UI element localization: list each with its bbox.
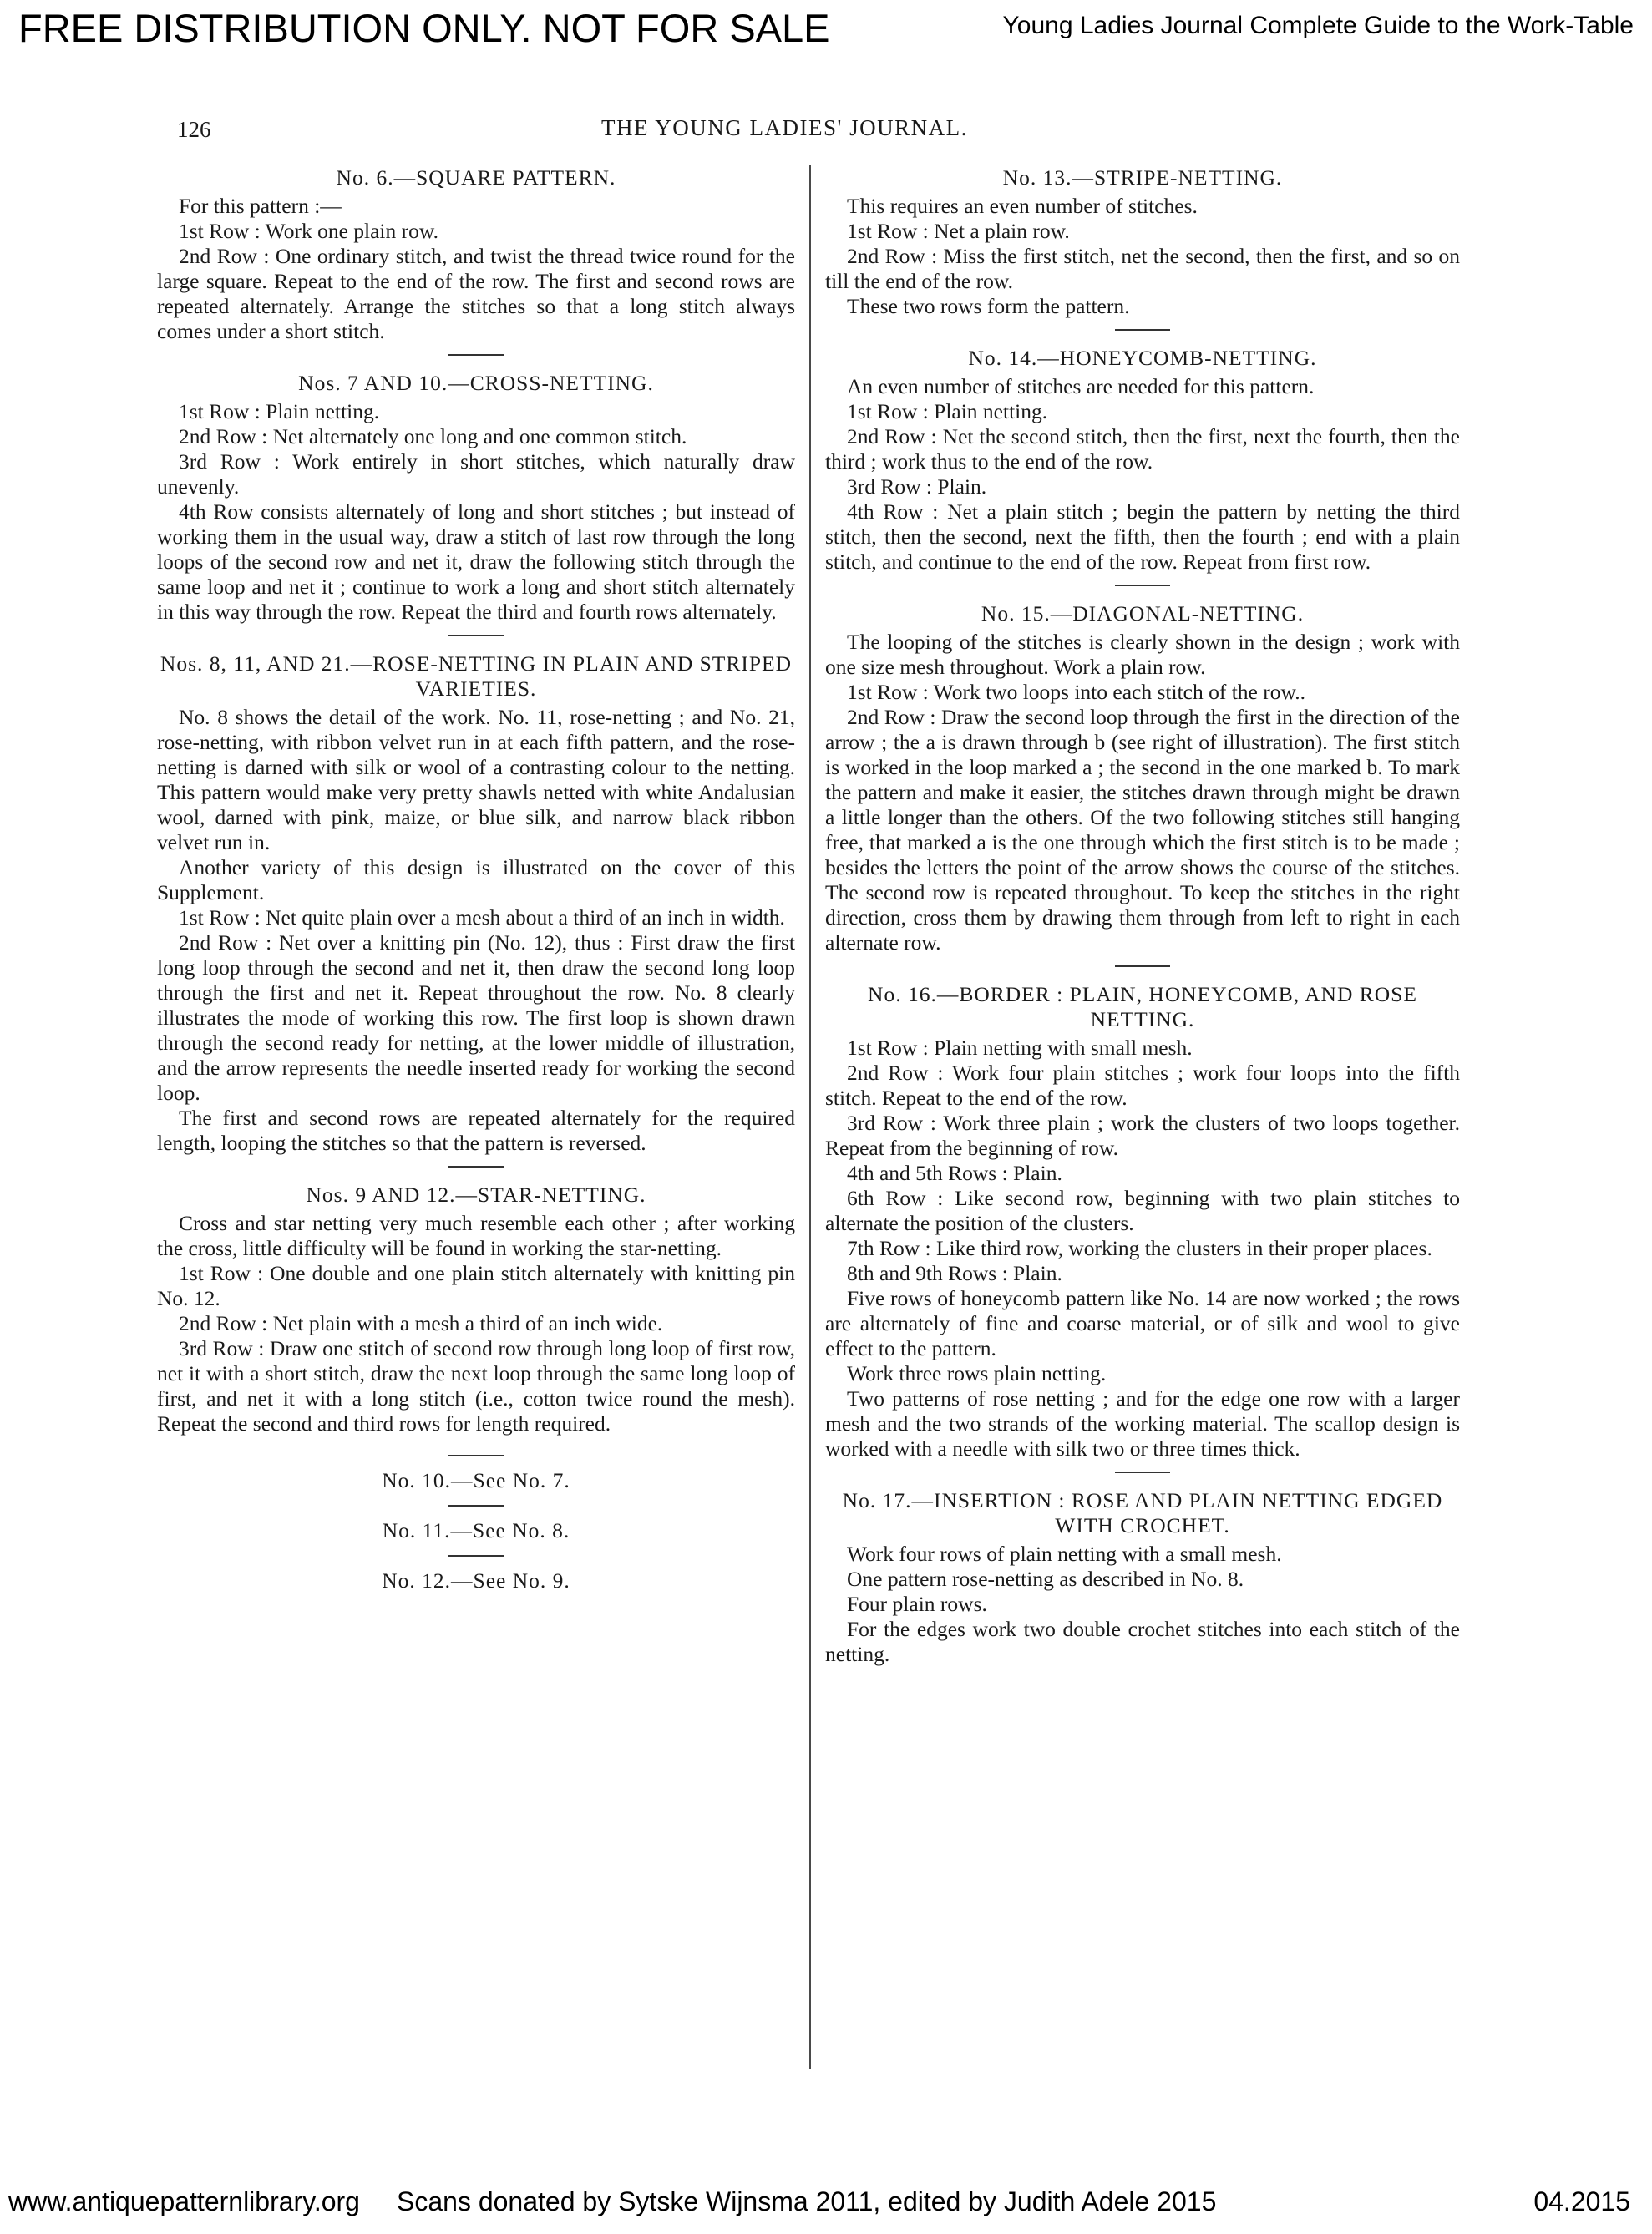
paragraph: 1st Row : Plain netting. (179, 399, 380, 423)
section-diagonal-netting (825, 601, 1460, 955)
paragraph: 1st Row : Work one plain row. (179, 219, 439, 243)
section-heading: No. 14.—HONEYCOMB-NETTING. (968, 346, 1317, 370)
paragraph: No. 8 shows the detail of the work. No. 11, rose-netting ; and No. 21, rose-netting, with ribbon velvet run in at each fifth pattern, and the rose-netting is darned with silk or wool of a contrasting colour to the netting. This pattern would make very pretty shawls netted with white Andalusian wool, darned with pink, maize, or blue silk, and narrow black ribbon velvet run in. (157, 705, 795, 854)
section-border (825, 982, 1460, 1461)
section-rose-netting (157, 651, 795, 1156)
section-rule (448, 1455, 504, 1456)
paragraph: 1st Row : Net quite plain over a mesh about a third of an inch in width. (179, 905, 785, 930)
paragraph: 2nd Row : Net alternately one long and one common stitch. (179, 424, 687, 448)
column-divider (809, 165, 811, 2069)
section-heading: No. 13.—STRIPE-NETTING. (1002, 165, 1283, 190)
paragraph: These two rows form the pattern. (847, 294, 1130, 318)
section-rule (448, 354, 504, 356)
see-reference: No. 11.—See No. 8. (382, 1518, 570, 1543)
section-rule (448, 1166, 504, 1168)
paragraph: The looping of the stitches is clearly shown in the design ; work with one size mesh throughout. Work a plain row. (825, 630, 1460, 679)
paragraph: 2nd Row : Net plain with a mesh a third of an inch wide. (179, 1311, 663, 1335)
running-head: THE YOUNG LADIES' JOURNAL. (601, 115, 968, 140)
section-honeycomb-netting (825, 346, 1460, 575)
section-rule (1115, 965, 1170, 967)
paragraph: 1st Row : Plain netting. (847, 399, 1048, 423)
section-heading: No. 6.—SQUARE PATTERN. (336, 165, 616, 190)
paragraph: 2nd Row : Draw the second loop through the first in the direction of the arrow ; the a is drawn through b (see right of illustration). The first stitch is worked in the loop marked a ; the second in the one marked b. To mark the pattern and make it easier, the stitches drawn through might be drawn a little longer than the others. Of the two following stitches still hanging free, that marked a is the one through which the first stitch is to be made ; besides the letters the point of the arrow shows the course of the stitches. The second row is repeated throughout. To keep the stitches in the right direction, cross them by drawing them through from left to right in each alternate row. (825, 705, 1460, 955)
section-heading: No. 15.—DIAGONAL-NETTING. (981, 601, 1305, 626)
paragraph: Work four rows of plain netting with a small mesh. (847, 1542, 1282, 1566)
section-cross-netting (157, 371, 795, 625)
paragraph: 3rd Row : Work entirely in short stitches, which naturally draw unevenly. (157, 449, 795, 499)
paragraph: 2nd Row : Net over a knitting pin (No. 12), thus : First draw the first long loop through the second and net it, then draw the second long loop through the first and net it. Repeat throughout the row. No. 8 clearly illustrates the mode of working this row. The first loop is shown drawn through the second ready for netting, at the lower middle of illustration, and the arrow represents the needle inserted ready for working the second loop. (157, 930, 795, 1105)
page-number: 126 (177, 117, 211, 142)
paragraph: 2nd Row : Net the second stitch, then the first, next the fourth, then the third ; work thus to the end of the row. (825, 424, 1460, 474)
footer-credit: Scans donated by Sytske Wijnsma 2011, edited by Judith Adele 2015 (397, 2186, 1217, 2216)
section-rule (448, 1555, 504, 1557)
section-heading: No. 16.—BORDER : PLAIN, HONEYCOMB, AND ROSE NETTING. (868, 982, 1417, 1031)
paragraph: 1st Row : One double and one plain stitch alternately with knitting pin No. 12. (157, 1261, 795, 1310)
paragraph: 4th Row : Net a plain stitch ; begin the pattern by netting the third stitch, then the second, next the fifth, then the fourth ; end with a plain stitch, and continue to the end of the row. Repeat from first row. (825, 499, 1460, 574)
footer-url-link[interactable]: www.antiquepatternlibrary.org (8, 2186, 360, 2216)
paragraph: 3rd Row : Draw one stitch of second row through long loop of first row, net it with a short stitch, draw the next loop through the same long loop of first, and net it with a long stitch (i.e., cotton twice round the mesh). Repeat the second and third rows for length required. (157, 1336, 795, 1436)
paragraph: One pattern rose-netting as described in No. 8. (847, 1567, 1244, 1591)
section-heading: Nos. 9 AND 12.—STAR-NETTING. (306, 1183, 646, 1207)
see-reference: No. 10.—See No. 7. (382, 1468, 570, 1492)
section-rule (1115, 329, 1170, 331)
paragraph: 8th and 9th Rows : Plain. (847, 1261, 1062, 1285)
paragraph: 2nd Row : Miss the first stitch, net the second, then the first, and so on till the end of the row. (825, 244, 1460, 293)
distribution-banner: FREE DISTRIBUTION ONLY. NOT FOR SALE (18, 6, 830, 50)
see-reference: No. 12.—See No. 9. (382, 1568, 570, 1593)
paragraph: Cross and star netting very much resemble each other ; after working the cross, little difficulty will be found in working the star-netting. (157, 1211, 795, 1260)
paragraph: Work three rows plain netting. (847, 1361, 1107, 1385)
paragraph: 6th Row : Like second row, beginning with two plain stitches to alternate the position of the clusters. (825, 1186, 1460, 1235)
paragraph: 1st Row : Net a plain row. (847, 219, 1070, 243)
section-rule (1115, 1472, 1170, 1473)
paragraph: For this pattern :— (179, 194, 342, 218)
paragraph: 1st Row : Plain netting with small mesh. (847, 1036, 1193, 1060)
section-heading: Nos. 7 AND 10.—CROSS-NETTING. (298, 371, 654, 395)
book-title-banner: Young Ladies Journal Complete Guide to the Work-Table (1002, 12, 1634, 39)
paragraph: Five rows of honeycomb pattern like No. 14 are now worked ; the rows are alternately of fine and coarse material, or of silk and wool to give effect to the pattern. (825, 1286, 1460, 1360)
paragraph: Four plain rows. (847, 1592, 987, 1616)
paragraph: 2nd Row : Work four plain stitches ; work four loops into the fifth stitch. Repeat to the end of the row. (825, 1061, 1460, 1110)
paragraph: An even number of stitches are needed for this pattern. (847, 374, 1315, 398)
footer-date: 04.2015 (1533, 2186, 1630, 2216)
section-rule (448, 1505, 504, 1507)
paragraph: This requires an even number of stitches. (847, 194, 1198, 218)
paragraph: 4th and 5th Rows : Plain. (847, 1161, 1062, 1185)
paragraph: For the edges work two double crochet stitches into each stitch of the netting. (825, 1617, 1460, 1666)
section-heading: No. 17.—INSERTION : ROSE AND PLAIN NETTING EDGED WITH CROCHET. (842, 1488, 1443, 1537)
section-star-netting (157, 1183, 795, 1436)
section-insertion (825, 1488, 1460, 1667)
paragraph: 3rd Row : Work three plain ; work the clusters of two loops together. Repeat from the beginning of row. (825, 1111, 1460, 1160)
paragraph: The first and second rows are repeated alternately for the required length, looping the stitches so that the pattern is reversed. (157, 1106, 795, 1155)
paragraph: Another variety of this design is illustrated on the cover of this Supplement. (157, 855, 795, 904)
see-references (157, 1455, 795, 1593)
section-stripe-netting (825, 165, 1460, 319)
paragraph: 2nd Row : One ordinary stitch, and twist the thread twice round for the large square. Repeat to the end of the row. The first and second rows are repeated alternately. Arrange the stitches so that a long stitch always comes under a short stitch. (157, 244, 795, 343)
section-rule (448, 635, 504, 636)
paragraph: 7th Row : Like third row, working the clusters in their proper places. (847, 1236, 1432, 1260)
left-column (157, 165, 795, 1593)
paragraph: 1st Row : Work two loops into each stitch of the row.. (847, 680, 1305, 704)
paragraph: Two patterns of rose netting ; and for the edge one row with a larger mesh and the two strands of the working material. The scallop design is worked with a needle with silk two or three times thick. (825, 1386, 1460, 1461)
section-rule (1115, 585, 1170, 586)
paragraph: 4th Row consists alternately of long and short stitches ; but instead of working them in the usual way, draw a stitch of last row through the long loops of the second row and net it, draw the following stitch through the same loop and net it ; continue to work a long and short stitch alternately in this way through the row. Repeat the third and fourth rows alternately. (157, 499, 795, 624)
right-column (825, 165, 1460, 1667)
section-heading: Nos. 8, 11, AND 21.—ROSE-NETTING IN PLAIN AND STRIPED VARIETIES. (160, 651, 793, 701)
section-square-pattern (157, 165, 795, 344)
paragraph: 3rd Row : Plain. (847, 474, 987, 499)
